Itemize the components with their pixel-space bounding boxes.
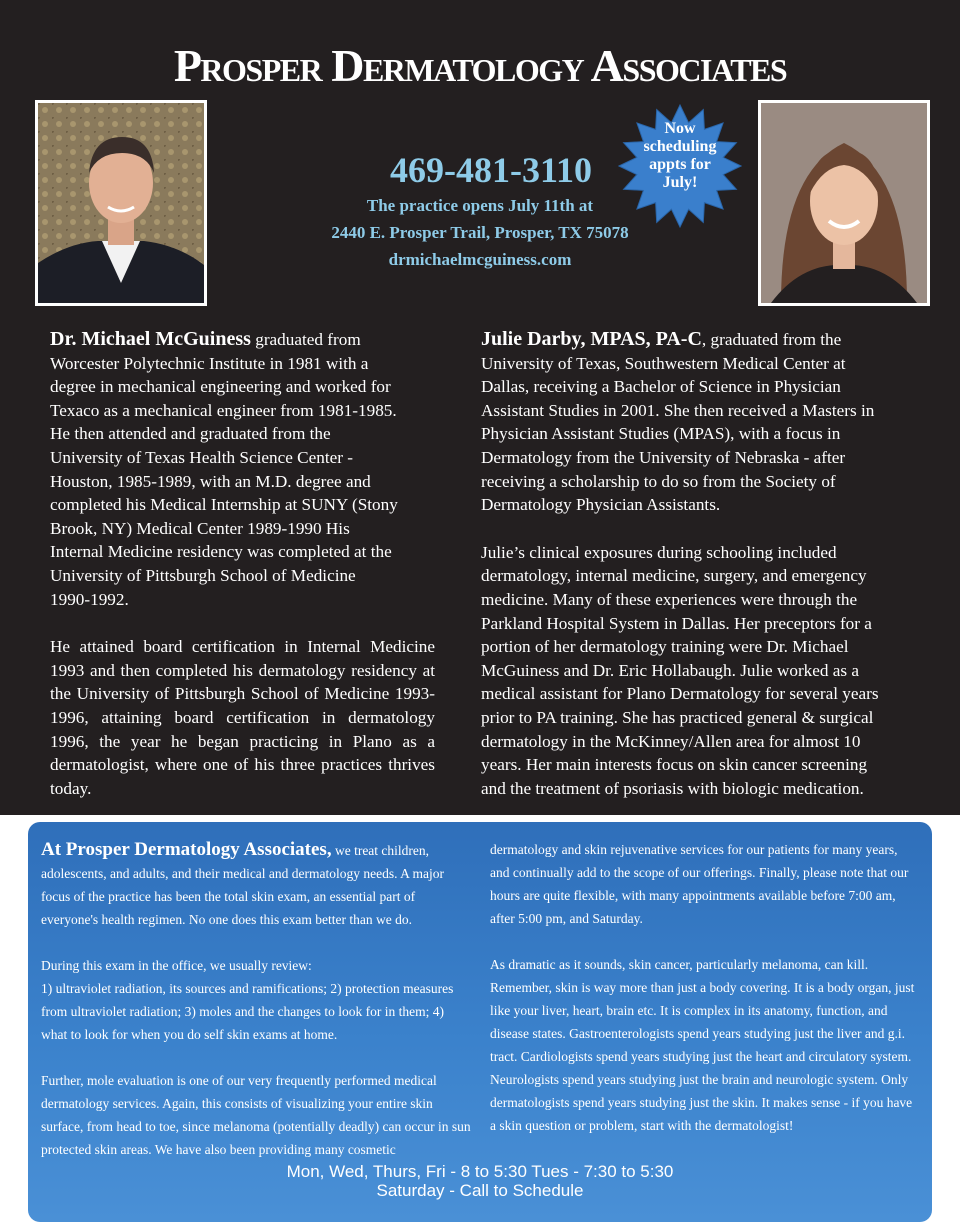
bio-line: He then attended and graduated from the — [50, 424, 331, 444]
assistant-bio — [481, 328, 913, 800]
bio-line: receiving a scholarship to do so from the Society of — [481, 471, 836, 491]
starburst-line: July! — [662, 174, 698, 191]
bio-line: medical assistant for Plano Dermatology for several years — [481, 684, 879, 704]
bio-line: degree in mechanical engineering and worked for — [50, 377, 391, 397]
doctor-bio-paragraph-2: He attained board certification in Internal Medicine 1993 and then completed his dermatology residency at the University of Pittsburgh School of Medicine 1993-1996, attaining board certification in dermatology 1996, the year he began practicing in Plano as a dermatologist, where one of his three practices thrives today. — [50, 637, 435, 798]
bio-line: Texaco as a mechanical engineer from 1981-1985. — [50, 400, 397, 420]
bio-line: McGuiness and Dr. Eric Hollabaugh. Julie worked as a — [481, 660, 860, 680]
assistant-bio-paragraph-2 — [481, 541, 913, 801]
bio-line: Houston, 1985-1989, with an M.D. degree and — [50, 471, 371, 491]
opening-line: The practice opens July 11th at — [366, 196, 594, 215]
scheduling-starburst — [618, 104, 742, 228]
bio-line: dermatology in the McKinney/Allen area for almost 10 — [481, 731, 861, 751]
bio-line: prior to PA training. She has practiced general & surgical — [481, 707, 874, 727]
bio-line: Physician Assistant Studies (MPAS), with a focus in — [481, 424, 841, 444]
bio-line: , graduated from the — [701, 330, 842, 349]
bio-line: Internal Medicine residency was completed at the — [50, 542, 392, 562]
info-text: During this exam in the office, we usually review: — [41, 958, 312, 973]
info-text: 1) ultraviolet radiation, its sources and ramifications; 2) protection measures from ultraviolet radiation; 3) moles and the changes to look for in them; 4) what to look for when you do self skin exams at home. — [41, 981, 454, 1042]
starburst-line: scheduling — [643, 138, 717, 155]
bio-line: Brook, NY) Medical Center 1989-1990 His — [50, 518, 350, 538]
bio-line: Dallas, receiving a Bachelor of Science in Physician — [481, 377, 841, 397]
bio-line: years. Her main interests focus on skin cancer screening — [481, 755, 868, 775]
phone-number[interactable]: 469-481-3110 — [390, 150, 592, 190]
doctor-portrait-image — [38, 103, 204, 303]
bio-line: Assistant Studies in 2001. She then received a Masters in — [481, 400, 875, 420]
office-hours — [28, 1162, 932, 1200]
info-column-right — [490, 838, 920, 1137]
bio-line: 1990-1992. — [50, 589, 129, 609]
starburst-text — [618, 120, 742, 192]
info-panel — [28, 822, 932, 1222]
bio-line: University of Texas Health Science Center - — [50, 447, 353, 467]
bio-line: and the treatment of psoriasis with biologic medication. — [481, 778, 864, 798]
bio-line: Worcester Polytechnic Institute in 1981 with a — [50, 353, 369, 373]
bio-line: dermatology, internal medicine, surgery, and emergency — [481, 566, 867, 586]
website-link[interactable]: drmichaelmcguiness.com — [388, 250, 572, 269]
brand-title: Prosper Dermatology Associates — [173, 40, 787, 91]
assistant-portrait-image — [761, 103, 927, 303]
bio-line: medicine. Many of these experiences were through the — [481, 589, 858, 609]
hours-line-weekday: Mon, Wed, Thurs, Fri - 8 to 5:30 Tues - 7:30 to 5:30 — [286, 1162, 674, 1181]
bio-line: Dermatology from the University of Nebraska - after — [481, 447, 846, 467]
doctor-name: Dr. Michael McGuiness — [50, 328, 251, 350]
panel-heading: At Prosper Dermatology Associates, — [41, 839, 332, 860]
bio-line: Dermatology Physician Assistants. — [481, 495, 721, 515]
info-paragraph: dermatology and skin rejuvenative services for our patients for many years, and continually add to the scope of our offerings. Finally, please note that our hours are quite flexible, with many appointments available before 7:00 am, after 5:00 pm, and Saturday. — [490, 842, 909, 926]
bio-line: University of Pittsburgh School of Medicine — [50, 565, 356, 585]
doctor-bio — [50, 328, 435, 800]
doctor-bio-paragraph-1 — [50, 328, 435, 611]
bio-line: portion of her dermatology training were Dr. Michael — [481, 637, 849, 657]
info-paragraph — [41, 954, 473, 1046]
info-text: we treat children, adolescents, and adults, and their medical and dermatology needs. A major focus of the practice has been the total skin exam, an essential part of everyone's health regimen. No one does this exam better than we do. — [41, 843, 445, 927]
info-paragraph: Further, mole evaluation is one of our very frequently performed medical dermatology services. Again, this consists of visualizing your entire skin surface, from head to toe, since melanoma (potentially deadly) can occur in sun protected skin areas. We have also been providing many cosmetic — [41, 1073, 471, 1157]
assistant-bio-paragraph-1 — [481, 328, 913, 517]
starburst-line: Now — [664, 120, 696, 137]
bio-line: graduated from — [250, 330, 361, 349]
assistant-photo — [758, 100, 930, 306]
bio-line: completed his Medical Internship at SUNY (Stony — [50, 495, 398, 515]
info-paragraph: As dramatic as it sounds, skin cancer, particularly melanoma, can kill. Remember, skin is way more than just a body covering. It is a body organ, just like your liver, heart, brain etc. It is complex in its anatomy, function, and disease states. Gastroenterologists spend years studying just the liver and g.i. tract. Cardiologists spend years studying just the heart and circulatory system. Neurologists spend years studying just the brain and neurologic system. Only dermatologists spend years studying just the skin. It makes sense - if you have a skin question or problem, start with the dermatologist! — [490, 957, 915, 1133]
assistant-name: Julie Darby, MPAS, PA-C — [481, 328, 702, 350]
hours-line-saturday: Saturday - Call to Schedule — [376, 1181, 584, 1200]
doctor-photo — [35, 100, 207, 306]
starburst-line: appts for — [649, 156, 711, 173]
address: 2440 E. Prosper Trail, Prosper, TX 75078 — [331, 223, 629, 242]
bio-line: Julie’s clinical exposures during schooling included — [481, 542, 837, 562]
bio-line: University of Texas, Southwestern Medical Center at — [481, 353, 846, 373]
bio-line: Parkland Hospital System in Dallas. Her preceptors for a — [481, 613, 872, 633]
info-column-left — [41, 838, 473, 1161]
info-paragraph — [41, 838, 473, 931]
